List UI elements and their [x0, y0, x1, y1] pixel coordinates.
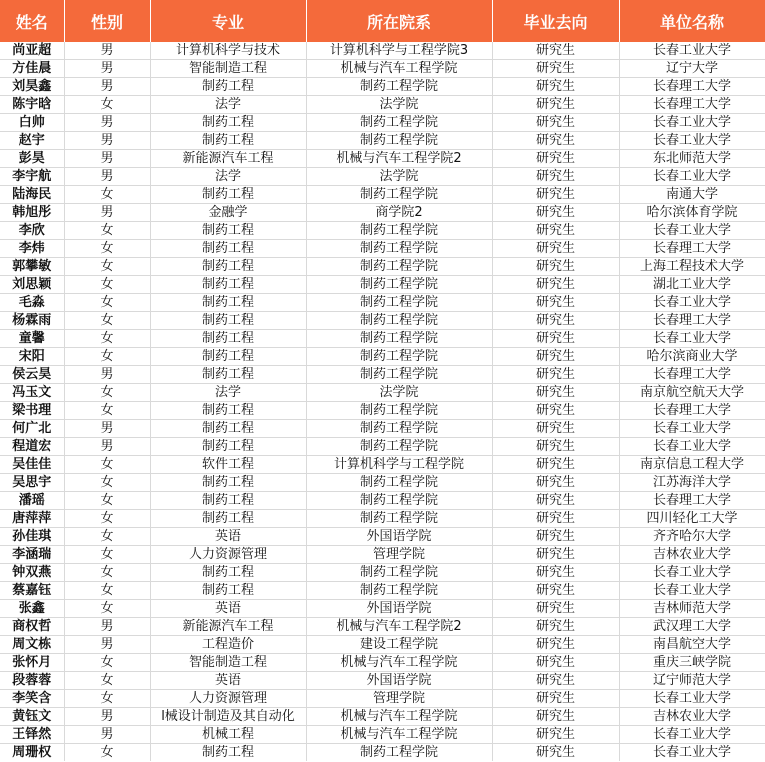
- cell-name[interactable]: 唐萍萍: [0, 510, 64, 528]
- cell-employer[interactable]: 长春工业大学: [619, 420, 765, 438]
- table-row: [0, 564, 765, 582]
- cell-department[interactable]: 建设工程学院: [306, 636, 492, 654]
- cell-destination[interactable]: 研究生: [492, 708, 619, 726]
- table-row: [0, 618, 765, 636]
- cell-destination[interactable]: 研究生: [492, 438, 619, 456]
- cell-major[interactable]: 人力资源管理: [150, 546, 306, 564]
- cell-department[interactable]: 制药工程学院: [306, 366, 492, 384]
- cell-name[interactable]: 商权哲: [0, 618, 64, 636]
- table-row: [0, 528, 765, 546]
- cell-destination[interactable]: 研究生: [492, 528, 619, 546]
- cell-name[interactable]: 宋阳: [0, 348, 64, 366]
- table-row: [0, 168, 765, 186]
- cell-gender[interactable]: 女: [64, 672, 150, 690]
- cell-name[interactable]: 吴思宇: [0, 474, 64, 492]
- cell-name[interactable]: 侯云昊: [0, 366, 64, 384]
- cell-major[interactable]: 制药工程: [150, 366, 306, 384]
- cell-destination[interactable]: 研究生: [492, 366, 619, 384]
- table-row: [0, 330, 765, 348]
- cell-major[interactable]: 制药工程: [150, 492, 306, 510]
- cell-name[interactable]: 潘瑶: [0, 492, 64, 510]
- table-row: [0, 294, 765, 312]
- cell-destination[interactable]: 研究生: [492, 636, 619, 654]
- cell-employer[interactable]: 长春理工大学: [619, 492, 765, 510]
- cell-destination[interactable]: 研究生: [492, 384, 619, 402]
- cell-name[interactable]: 段蓉蓉: [0, 672, 64, 690]
- cell-name[interactable]: 李涵瑞: [0, 546, 64, 564]
- cell-destination[interactable]: 研究生: [492, 456, 619, 474]
- cell-department[interactable]: 制药工程学院: [306, 294, 492, 312]
- header-department[interactable]: 所在院系: [306, 0, 492, 42]
- cell-employer[interactable]: 长春工业大学: [619, 726, 765, 744]
- cell-department[interactable]: 机械与汽车工程学院: [306, 726, 492, 744]
- cell-gender[interactable]: 女: [64, 348, 150, 366]
- cell-employer[interactable]: 吉林农业大学: [619, 546, 765, 564]
- cell-name[interactable]: 程道宏: [0, 438, 64, 456]
- header-major[interactable]: 专业: [150, 0, 306, 42]
- cell-major[interactable]: 制药工程: [150, 186, 306, 204]
- table-row: [0, 186, 765, 204]
- cell-department[interactable]: 计算机科学与工程学院: [306, 456, 492, 474]
- cell-major[interactable]: 金融学: [150, 204, 306, 222]
- cell-destination[interactable]: 研究生: [492, 60, 619, 78]
- cell-gender[interactable]: 女: [64, 402, 150, 420]
- cell-major[interactable]: 软件工程: [150, 456, 306, 474]
- table-row: [0, 654, 765, 672]
- cell-gender[interactable]: 男: [64, 204, 150, 222]
- cell-major[interactable]: 工程造价: [150, 636, 306, 654]
- cell-gender[interactable]: 男: [64, 168, 150, 186]
- cell-department[interactable]: 制药工程学院: [306, 492, 492, 510]
- cell-destination[interactable]: 研究生: [492, 186, 619, 204]
- table-row: [0, 42, 765, 60]
- cell-employer[interactable]: 东北师范大学: [619, 150, 765, 168]
- cell-department[interactable]: 制药工程学院: [306, 222, 492, 240]
- cell-employer[interactable]: 长春理工大学: [619, 366, 765, 384]
- cell-employer[interactable]: 长春工业大学: [619, 582, 765, 600]
- cell-name[interactable]: 韩旭彤: [0, 204, 64, 222]
- cell-name[interactable]: 李欣: [0, 222, 64, 240]
- cell-employer[interactable]: 南京航空航天大学: [619, 384, 765, 402]
- cell-department[interactable]: 法学院: [306, 168, 492, 186]
- cell-gender[interactable]: 女: [64, 546, 150, 564]
- cell-gender[interactable]: 男: [64, 60, 150, 78]
- cell-name[interactable]: 孙佳琪: [0, 528, 64, 546]
- table-row: [0, 204, 765, 222]
- cell-name[interactable]: 童馨: [0, 330, 64, 348]
- cell-department[interactable]: 制药工程学院: [306, 348, 492, 366]
- cell-department[interactable]: 制药工程学院: [306, 276, 492, 294]
- cell-gender[interactable]: 女: [64, 654, 150, 672]
- cell-name[interactable]: 周珊权: [0, 744, 64, 762]
- cell-employer[interactable]: 吉林农业大学: [619, 708, 765, 726]
- cell-major[interactable]: 制药工程: [150, 474, 306, 492]
- cell-department[interactable]: 商学院2: [306, 204, 492, 222]
- cell-name[interactable]: 方佳晨: [0, 60, 64, 78]
- cell-name[interactable]: 毛淼: [0, 294, 64, 312]
- cell-name[interactable]: 钟双燕: [0, 564, 64, 582]
- cell-destination[interactable]: 研究生: [492, 744, 619, 762]
- cell-employer[interactable]: 长春工业大学: [619, 168, 765, 186]
- cell-gender[interactable]: 男: [64, 42, 150, 60]
- cell-name[interactable]: 彭昊: [0, 150, 64, 168]
- cell-name[interactable]: 冯玉文: [0, 384, 64, 402]
- table-header: [0, 0, 765, 42]
- table-row: [0, 492, 765, 510]
- table-row: [0, 672, 765, 690]
- cell-destination[interactable]: 研究生: [492, 114, 619, 132]
- cell-destination[interactable]: 研究生: [492, 348, 619, 366]
- cell-employer[interactable]: 长春工业大学: [619, 690, 765, 708]
- table-row: [0, 222, 765, 240]
- table-row: [0, 474, 765, 492]
- cell-name[interactable]: 李炜: [0, 240, 64, 258]
- cell-employer[interactable]: 长春工业大学: [619, 42, 765, 60]
- cell-gender[interactable]: 女: [64, 222, 150, 240]
- cell-destination[interactable]: 研究生: [492, 168, 619, 186]
- cell-gender[interactable]: 女: [64, 492, 150, 510]
- cell-employer[interactable]: 长春理工大学: [619, 402, 765, 420]
- cell-name[interactable]: 周文栋: [0, 636, 64, 654]
- cell-name[interactable]: 张怀月: [0, 654, 64, 672]
- cell-major[interactable]: 制药工程: [150, 78, 306, 96]
- cell-destination[interactable]: 研究生: [492, 276, 619, 294]
- table-row: [0, 708, 765, 726]
- header-gender[interactable]: 性别: [64, 0, 150, 42]
- cell-employer[interactable]: 长春理工大学: [619, 312, 765, 330]
- cell-department[interactable]: 机械与汽车工程学院2: [306, 618, 492, 636]
- cell-gender[interactable]: 男: [64, 132, 150, 150]
- table-row: [0, 690, 765, 708]
- cell-gender[interactable]: 男: [64, 366, 150, 384]
- cell-name[interactable]: 尚亚超: [0, 42, 64, 60]
- cell-department[interactable]: 管理学院: [306, 546, 492, 564]
- table-row: [0, 744, 765, 762]
- cell-employer[interactable]: 长春工业大学: [619, 222, 765, 240]
- cell-destination[interactable]: 研究生: [492, 510, 619, 528]
- table-row: [0, 114, 765, 132]
- cell-department[interactable]: 外国语学院: [306, 600, 492, 618]
- table-row: [0, 258, 765, 276]
- cell-gender[interactable]: 男: [64, 114, 150, 132]
- cell-destination[interactable]: 研究生: [492, 78, 619, 96]
- cell-destination[interactable]: 研究生: [492, 402, 619, 420]
- cell-major[interactable]: 制药工程: [150, 402, 306, 420]
- cell-major[interactable]: 法学: [150, 384, 306, 402]
- cell-department[interactable]: 制药工程学院: [306, 402, 492, 420]
- table-row: [0, 96, 765, 114]
- cell-major[interactable]: 制药工程: [150, 312, 306, 330]
- cell-department[interactable]: 制药工程学院: [306, 582, 492, 600]
- cell-gender[interactable]: 女: [64, 186, 150, 204]
- cell-name[interactable]: 张鑫: [0, 600, 64, 618]
- table-row: [0, 726, 765, 744]
- cell-gender[interactable]: 女: [64, 294, 150, 312]
- cell-department[interactable]: 管理学院: [306, 690, 492, 708]
- cell-department[interactable]: 制药工程学院: [306, 564, 492, 582]
- cell-department[interactable]: 外国语学院: [306, 672, 492, 690]
- table-row: [0, 636, 765, 654]
- cell-employer[interactable]: 哈尔滨体育学院: [619, 204, 765, 222]
- header-destination[interactable]: 毕业去向: [492, 0, 619, 42]
- cell-major[interactable]: 英语: [150, 672, 306, 690]
- cell-major[interactable]: 人力资源管理: [150, 690, 306, 708]
- cell-name[interactable]: 白帅: [0, 114, 64, 132]
- cell-department[interactable]: 法学院: [306, 96, 492, 114]
- cell-destination[interactable]: 研究生: [492, 564, 619, 582]
- cell-employer[interactable]: 长春理工大学: [619, 240, 765, 258]
- cell-destination[interactable]: 研究生: [492, 600, 619, 618]
- cell-gender[interactable]: 女: [64, 456, 150, 474]
- cell-name[interactable]: 梁书理: [0, 402, 64, 420]
- cell-major[interactable]: 制药工程: [150, 348, 306, 366]
- table-row: [0, 438, 765, 456]
- cell-employer[interactable]: 江苏海洋大学: [619, 474, 765, 492]
- cell-department[interactable]: 制药工程学院: [306, 312, 492, 330]
- cell-major[interactable]: 制药工程: [150, 132, 306, 150]
- cell-gender[interactable]: 女: [64, 600, 150, 618]
- cell-major[interactable]: 制药工程: [150, 510, 306, 528]
- table-row: [0, 132, 765, 150]
- cell-gender[interactable]: 男: [64, 150, 150, 168]
- cell-gender[interactable]: 男: [64, 708, 150, 726]
- cell-destination[interactable]: 研究生: [492, 240, 619, 258]
- cell-destination[interactable]: 研究生: [492, 492, 619, 510]
- table-row: [0, 60, 765, 78]
- cell-major[interactable]: 法学: [150, 168, 306, 186]
- cell-department[interactable]: 制药工程学院: [306, 258, 492, 276]
- cell-destination[interactable]: 研究生: [492, 582, 619, 600]
- cell-name[interactable]: 赵宇: [0, 132, 64, 150]
- cell-gender[interactable]: 男: [64, 618, 150, 636]
- cell-gender[interactable]: 女: [64, 330, 150, 348]
- cell-department[interactable]: 机械与汽车工程学院: [306, 708, 492, 726]
- cell-gender[interactable]: 女: [64, 96, 150, 114]
- cell-department[interactable]: 制药工程学院: [306, 186, 492, 204]
- cell-gender[interactable]: 男: [64, 420, 150, 438]
- cell-gender[interactable]: 女: [64, 744, 150, 762]
- cell-gender[interactable]: 女: [64, 582, 150, 600]
- cell-department[interactable]: 机械与汽车工程学院: [306, 60, 492, 78]
- cell-name[interactable]: 杨霖雨: [0, 312, 64, 330]
- cell-name[interactable]: 刘昊鑫: [0, 78, 64, 96]
- cell-employer[interactable]: 辽宁大学: [619, 60, 765, 78]
- cell-department[interactable]: 制药工程学院: [306, 420, 492, 438]
- cell-employer[interactable]: 长春工业大学: [619, 294, 765, 312]
- cell-destination[interactable]: 研究生: [492, 258, 619, 276]
- cell-employer[interactable]: 南昌航空大学: [619, 636, 765, 654]
- table-row: [0, 312, 765, 330]
- cell-department[interactable]: 计算机科学与工程学院3: [306, 42, 492, 60]
- cell-employer[interactable]: 吉林师范大学: [619, 600, 765, 618]
- cell-name[interactable]: 蔡嘉钰: [0, 582, 64, 600]
- cell-employer[interactable]: 上海工程技术大学: [619, 258, 765, 276]
- cell-employer[interactable]: 辽宁师范大学: [619, 672, 765, 690]
- cell-name[interactable]: 王铎然: [0, 726, 64, 744]
- table-row: [0, 420, 765, 438]
- table-row: [0, 456, 765, 474]
- cell-destination[interactable]: 研究生: [492, 42, 619, 60]
- table-row: [0, 510, 765, 528]
- cell-major[interactable]: 制药工程: [150, 114, 306, 132]
- cell-destination[interactable]: 研究生: [492, 474, 619, 492]
- table-row: [0, 276, 765, 294]
- cell-major[interactable]: 法学: [150, 96, 306, 114]
- cell-employer[interactable]: 湖北工业大学: [619, 276, 765, 294]
- cell-gender[interactable]: 女: [64, 384, 150, 402]
- cell-department[interactable]: 机械与汽车工程学院: [306, 654, 492, 672]
- cell-employer[interactable]: 长春工业大学: [619, 438, 765, 456]
- cell-major[interactable]: 英语: [150, 600, 306, 618]
- cell-major[interactable]: 制药工程: [150, 294, 306, 312]
- cell-gender[interactable]: 女: [64, 690, 150, 708]
- cell-major[interactable]: 智能制造工程: [150, 60, 306, 78]
- cell-department[interactable]: 制药工程学院: [306, 132, 492, 150]
- cell-employer[interactable]: 南通大学: [619, 186, 765, 204]
- header-name[interactable]: 姓名: [0, 0, 64, 42]
- table-row: [0, 600, 765, 618]
- cell-employer[interactable]: 齐齐哈尔大学: [619, 528, 765, 546]
- cell-employer[interactable]: 长春工业大学: [619, 330, 765, 348]
- cell-destination[interactable]: 研究生: [492, 132, 619, 150]
- cell-major[interactable]: 机械工程: [150, 726, 306, 744]
- cell-major[interactable]: 英语: [150, 528, 306, 546]
- cell-name[interactable]: 吴佳佳: [0, 456, 64, 474]
- cell-major[interactable]: 新能源汽车工程: [150, 150, 306, 168]
- cell-major[interactable]: 制药工程: [150, 276, 306, 294]
- cell-name[interactable]: 陈宇晗: [0, 96, 64, 114]
- cell-employer[interactable]: 长春工业大学: [619, 132, 765, 150]
- cell-gender[interactable]: 男: [64, 636, 150, 654]
- cell-gender[interactable]: 女: [64, 240, 150, 258]
- cell-destination[interactable]: 研究生: [492, 726, 619, 744]
- cell-name[interactable]: 李笑含: [0, 690, 64, 708]
- cell-destination[interactable]: 研究生: [492, 690, 619, 708]
- table-row: [0, 150, 765, 168]
- cell-name[interactable]: 何广北: [0, 420, 64, 438]
- cell-major[interactable]: 计算机科学与技术: [150, 42, 306, 60]
- cell-destination[interactable]: 研究生: [492, 546, 619, 564]
- table-row: [0, 402, 765, 420]
- cell-major[interactable]: 制药工程: [150, 222, 306, 240]
- table-row: [0, 366, 765, 384]
- cell-department[interactable]: 制药工程学院: [306, 114, 492, 132]
- cell-gender[interactable]: 女: [64, 528, 150, 546]
- table-row: [0, 348, 765, 366]
- cell-major[interactable]: 制药工程: [150, 582, 306, 600]
- cell-department[interactable]: 外国语学院: [306, 528, 492, 546]
- cell-major[interactable]: 制药工程: [150, 744, 306, 762]
- cell-destination[interactable]: 研究生: [492, 204, 619, 222]
- cell-name[interactable]: 黄钰文: [0, 708, 64, 726]
- header-employer[interactable]: 单位名称: [619, 0, 765, 42]
- cell-department[interactable]: 制药工程学院: [306, 438, 492, 456]
- cell-department[interactable]: 制药工程学院: [306, 78, 492, 96]
- cell-employer[interactable]: 长春理工大学: [619, 78, 765, 96]
- cell-destination[interactable]: 研究生: [492, 312, 619, 330]
- cell-major[interactable]: 制药工程: [150, 240, 306, 258]
- cell-department[interactable]: 机械与汽车工程学院2: [306, 150, 492, 168]
- table-row: [0, 384, 765, 402]
- cell-department[interactable]: 制药工程学院: [306, 330, 492, 348]
- cell-employer[interactable]: 长春工业大学: [619, 744, 765, 762]
- cell-gender[interactable]: 男: [64, 78, 150, 96]
- cell-gender[interactable]: 女: [64, 564, 150, 582]
- cell-gender[interactable]: 男: [64, 726, 150, 744]
- cell-gender[interactable]: 男: [64, 438, 150, 456]
- cell-major[interactable]: 制药工程: [150, 564, 306, 582]
- cell-destination[interactable]: 研究生: [492, 294, 619, 312]
- cell-destination[interactable]: 研究生: [492, 96, 619, 114]
- cell-department[interactable]: 制药工程学院: [306, 474, 492, 492]
- table-body: [0, 42, 765, 761]
- cell-destination[interactable]: 研究生: [492, 654, 619, 672]
- cell-gender[interactable]: 女: [64, 474, 150, 492]
- cell-employer[interactable]: 长春工业大学: [619, 564, 765, 582]
- cell-destination[interactable]: 研究生: [492, 420, 619, 438]
- cell-department[interactable]: 制药工程学院: [306, 744, 492, 762]
- cell-major[interactable]: 制药工程: [150, 330, 306, 348]
- table-row: [0, 78, 765, 96]
- cell-major[interactable]: 制药工程: [150, 438, 306, 456]
- cell-destination[interactable]: 研究生: [492, 150, 619, 168]
- cell-employer[interactable]: 重庆三峡学院: [619, 654, 765, 672]
- table-row: [0, 582, 765, 600]
- cell-name[interactable]: 郭攀敏: [0, 258, 64, 276]
- cell-name[interactable]: 陆海民: [0, 186, 64, 204]
- cell-employer[interactable]: 四川轻化工大学: [619, 510, 765, 528]
- cell-gender[interactable]: 女: [64, 510, 150, 528]
- cell-gender[interactable]: 女: [64, 258, 150, 276]
- cell-destination[interactable]: 研究生: [492, 330, 619, 348]
- cell-name[interactable]: 刘思颖: [0, 276, 64, 294]
- cell-employer[interactable]: 长春理工大学: [619, 96, 765, 114]
- cell-major[interactable]: 制药工程: [150, 420, 306, 438]
- table-row: [0, 546, 765, 564]
- cell-employer[interactable]: 南京信息工程大学: [619, 456, 765, 474]
- cell-name[interactable]: 李宇航: [0, 168, 64, 186]
- cell-department[interactable]: 制药工程学院: [306, 240, 492, 258]
- cell-destination[interactable]: 研究生: [492, 672, 619, 690]
- cell-gender[interactable]: 女: [64, 276, 150, 294]
- cell-department[interactable]: 法学院: [306, 384, 492, 402]
- cell-employer[interactable]: 武汉理工大学: [619, 618, 765, 636]
- cell-gender[interactable]: 女: [64, 312, 150, 330]
- cell-major[interactable]: 制药工程: [150, 258, 306, 276]
- cell-major[interactable]: 智能制造工程: [150, 654, 306, 672]
- cell-employer[interactable]: 哈尔滨商业大学: [619, 348, 765, 366]
- cell-destination[interactable]: 研究生: [492, 222, 619, 240]
- header-row: [0, 0, 765, 42]
- cell-employer[interactable]: 长春工业大学: [619, 114, 765, 132]
- cell-destination[interactable]: 研究生: [492, 618, 619, 636]
- cell-major[interactable]: 新能源汽车工程: [150, 618, 306, 636]
- cell-major[interactable]: l械设计制造及其自动化: [150, 708, 306, 726]
- cell-department[interactable]: 制药工程学院: [306, 510, 492, 528]
- table-row: [0, 240, 765, 258]
